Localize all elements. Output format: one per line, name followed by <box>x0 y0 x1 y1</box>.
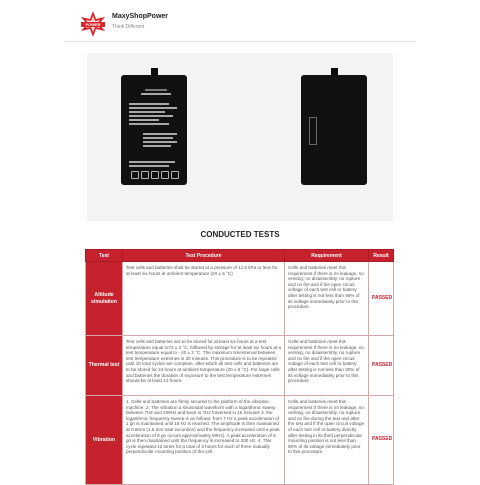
brand-name: MaxyShopPower <box>112 13 169 20</box>
battery-label-print <box>125 87 183 181</box>
conducted-tests-table <box>85 249 394 485</box>
column-header-result: Result <box>369 250 394 262</box>
brand-tagline: Think Different <box>112 24 145 30</box>
table-row <box>86 396 394 485</box>
column-header-procedure: Test Procedure <box>123 250 285 262</box>
table-row <box>86 262 394 336</box>
table-row <box>86 336 394 396</box>
test-procedure: Test cells and batteries are to be stored for at least six hours at a test temperature equal to72 ± 2 °C, followed by storage for at least six hours at a test temperature equal to - 40 ± 2 °C. The maximum timeinterval between test temperature extremes is 30 minutes. This procedure is to be repeated until 10 total cycles are complete, after which all test cells and batteries are to be stored for 24 hours at ambient temperature (20 ± 5 °C). For large cells and batteries the duration of exposure to the test temperature extremes should be at least 12 hours. <box>123 336 285 396</box>
test-requirement: Cells and batteries meet this requirement if there is no leakage, no venting, no disassembly, no rupture and no fire and if the open circuit voltage of each test cell or battery after testing is not less than 90% of its voltage immediately prior to this procedure. <box>285 336 369 396</box>
battery-connector-tab <box>331 68 338 76</box>
product-photo <box>87 53 393 221</box>
battery-connector-tab <box>151 68 158 76</box>
logo-text: POWER <box>85 22 101 28</box>
battery-front-image <box>121 75 187 185</box>
test-procedure: 1. Cells and batteries are firmly secured to the platform of the vibration machine; 2. The vibration a sinusoidal waveform with a logarithmic sweep between 7Hz and 200Hz and back to 7Hz traversed in 15 minutes 3. the logarithmic frequency sweep is as follows: from 7 Hz a peak acceleration of 1 gn is maintained until 18 Hz is reached. The amplitude is then maintained at 0.8mm (1.6 mm total excursion) and the frequency increased until a peak acceleration of 8 gn occurs approximately 50Hz). A peak acceleration of 8 gn is then maintained until the frequency is increased to 200 Hz. 4. This cycle repeated 12 times for a total of 3 hours for each of three mutually perpendicular mounting position of the cell. <box>123 396 285 485</box>
test-name: Altitude simulation <box>86 262 123 336</box>
test-requirement: Cells and batteries meet this requirement if there is no leakage, no venting, no disassembly, no rupture and no fire during the test and after the test and if the open circuit voltage of each test cell or battery directly after testing in its third perpendicular mounting position is not less than 90% of its voltage immediately prior to this procedure. <box>285 396 369 485</box>
column-header-requirement: Requirement <box>285 250 369 262</box>
test-requirement: Cells and batteries meet this requirement if there is no leakage, no venting, no disassembly, no rupture and no fire and if the open circuit voltage of each test cell or battery after testing is not less than 90% of its voltage immediately prior to this procedure. <box>285 262 369 336</box>
section-title: CONDUCTED TESTS <box>200 230 280 239</box>
header-divider <box>64 41 416 42</box>
column-header-test: Test <box>86 250 123 262</box>
battery-back-label <box>309 117 317 145</box>
test-name: Vibration <box>86 396 123 485</box>
battery-back-image <box>301 75 367 185</box>
maxyshop-power-logo <box>79 10 107 38</box>
table-header-row <box>86 250 394 262</box>
test-name: Thermal test <box>86 336 123 396</box>
test-procedure: Test cells and batteries shall be stored at a pressure of 11.6 kPa or less for at least six hours at ambient temperature (20 ± 5 °C) <box>123 262 285 336</box>
test-result: PASSED <box>369 262 394 336</box>
test-result: PASSED <box>369 336 394 396</box>
test-result: PASSED <box>369 396 394 485</box>
